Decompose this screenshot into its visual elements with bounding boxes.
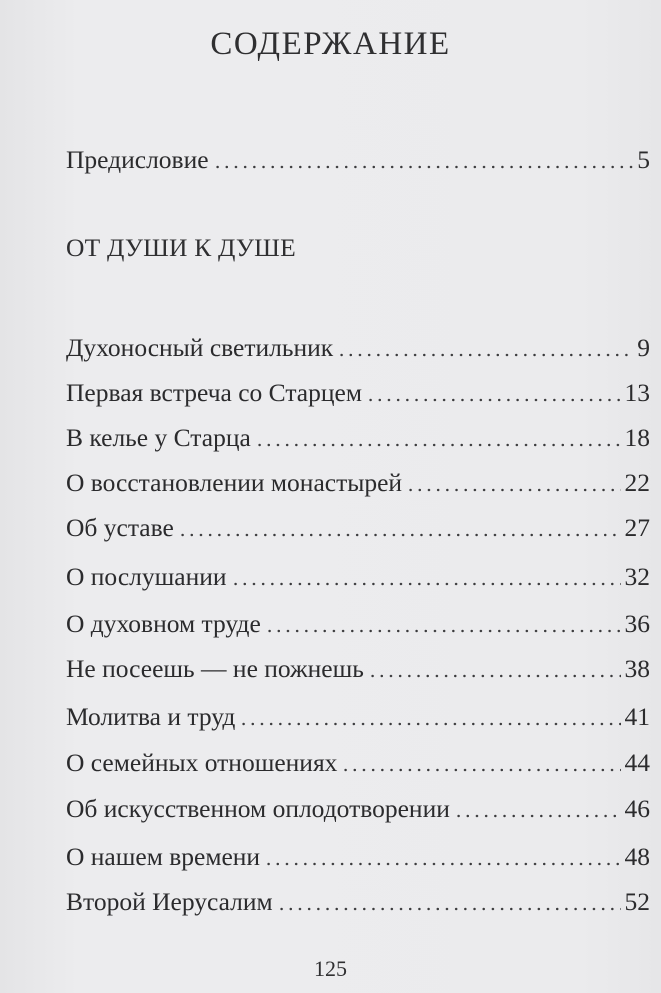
dot-leader [231,566,621,586]
toc-entry [66,700,650,734]
toc-entry-page: 38 [624,654,650,683]
toc-entry [66,466,650,500]
toc-entry-title: Духоносный светильник [66,333,334,362]
toc-entry [66,840,650,874]
toc-entry [66,511,650,545]
toc-entry-title: О семейных отношениях [66,748,338,777]
dot-leader [255,427,621,447]
toc-entry [66,885,650,919]
toc-entry-title: Предисловие [66,145,209,174]
toc-entry-title: О восстановлении монастырей [66,468,403,497]
toc-entry-page: 41 [624,702,650,731]
toc-entry-page: 5 [637,145,650,174]
toc-entry-page: 22 [624,468,650,497]
toc-entry [66,652,650,686]
toc-entry-page: 27 [624,513,650,542]
dot-leader [337,337,633,357]
toc-entry-page: 13 [624,378,650,407]
toc-entry-title: Об уставе [66,513,174,542]
toc-entry-page: 52 [624,887,650,916]
toc-entry [66,792,650,826]
toc-entry-page: 48 [624,842,650,871]
toc-entry-preface [66,143,650,177]
toc-entry-title: О духовном труде [66,609,261,638]
toc-entry [66,560,650,594]
toc-entry-title: Об искусственном оплодотворении [66,794,450,823]
toc-entry [66,331,650,365]
toc-entry-page: 46 [624,794,650,823]
page-number: 125 [314,956,347,981]
dot-leader [178,517,621,537]
toc-entry [66,421,650,455]
toc-entry [66,746,650,780]
toc-entry-title: О нашем времени [66,842,261,871]
toc-entry-title: Молитва и труд [66,702,236,731]
section-heading: ОТ ДУШИ К ДУШЕ [66,233,296,262]
dot-leader [368,658,621,678]
toc-entry-title: О послушании [66,562,227,591]
dot-leader [454,798,621,818]
dot-leader [264,846,620,866]
dot-leader [341,752,620,772]
dot-leader [213,149,634,169]
toc-entry-page: 44 [624,748,650,777]
dot-leader [366,382,621,402]
toc-entry-title: В келье у Старца [66,423,251,452]
dot-leader [277,891,621,911]
toc-entry [66,607,650,641]
contents-title: СОДЕРЖАНИЕ [210,26,451,62]
toc-entry-page: 9 [637,333,650,362]
dot-leader [265,613,621,633]
toc-entry-title: Второй Иерусалим [66,887,273,916]
toc-entry-page: 36 [624,609,650,638]
toc-entry [66,376,650,410]
dot-leader [406,472,620,492]
toc-entry-page: 32 [624,562,650,591]
dot-leader [239,706,620,726]
toc-entry-title: Первая встреча со Старцем [66,378,362,407]
toc-entry-title: Не посеешь — не пожнешь [66,654,364,683]
toc-entry-page: 18 [624,423,650,452]
